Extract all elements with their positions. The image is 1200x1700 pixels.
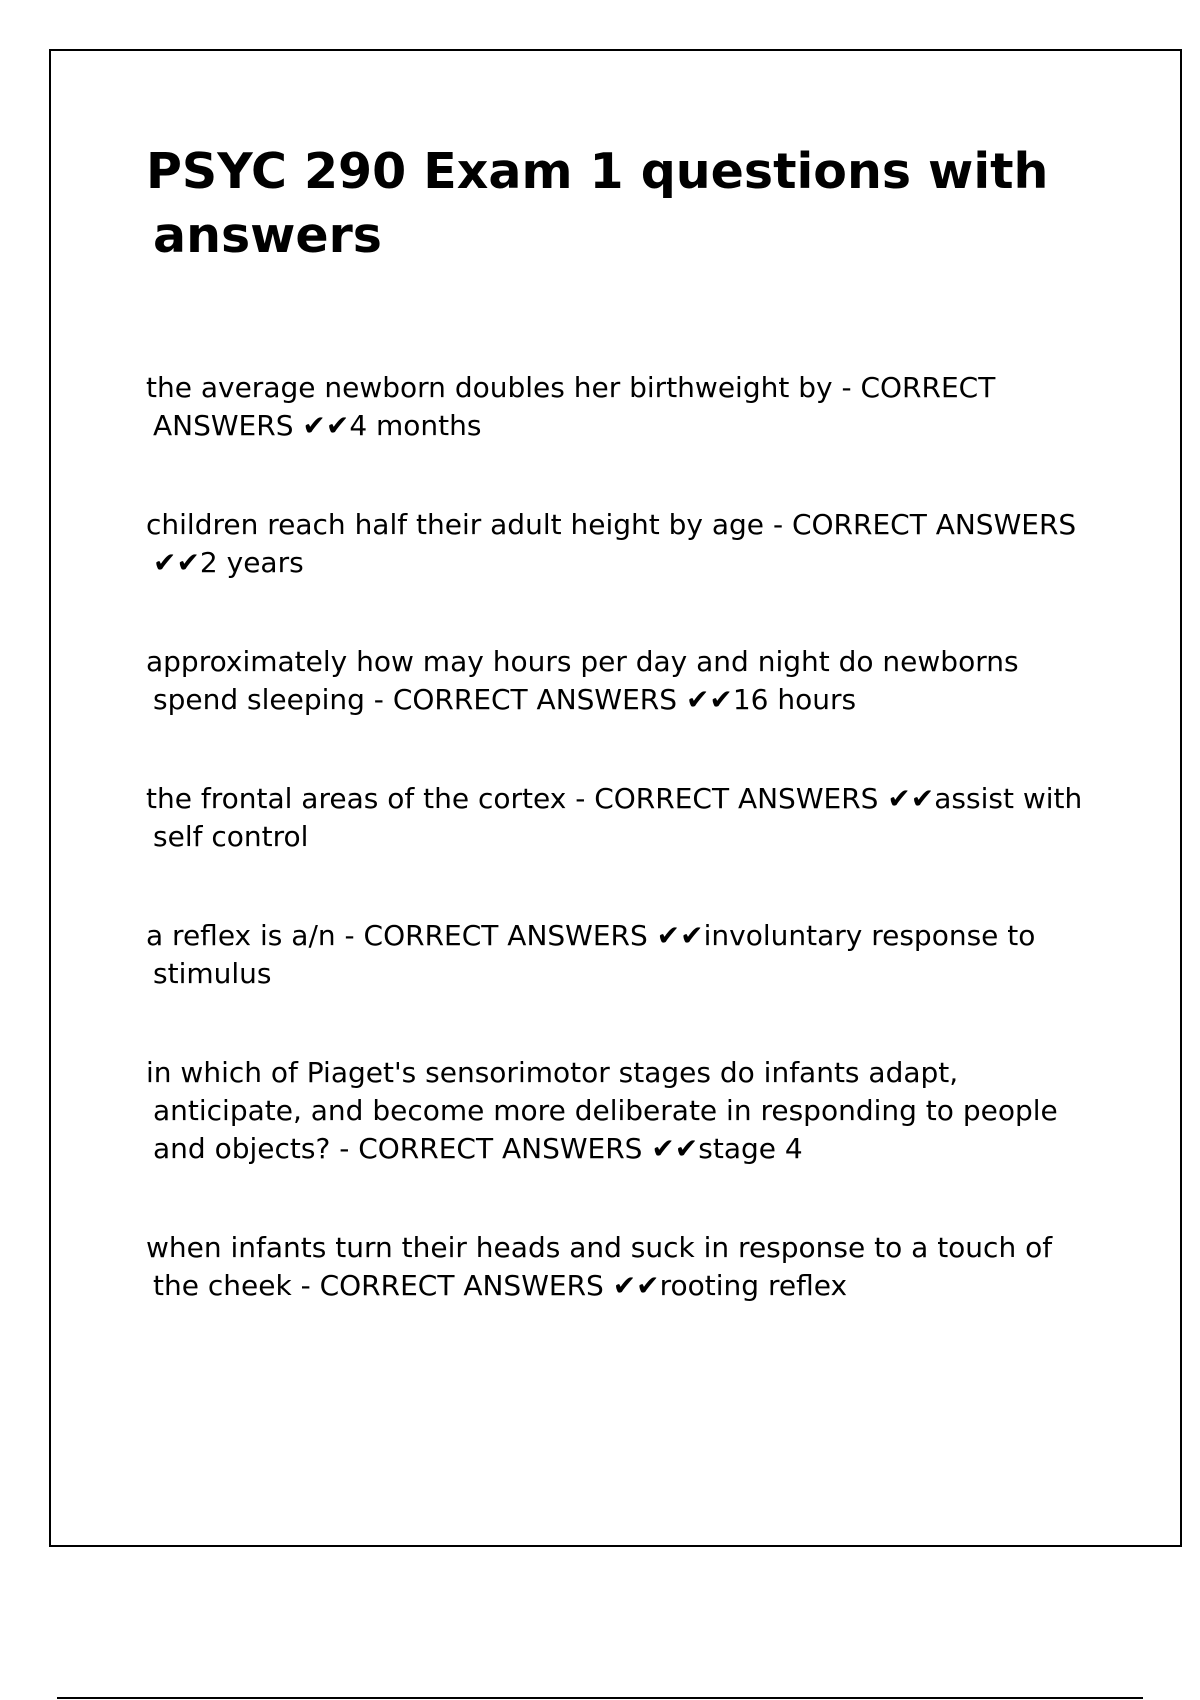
answer-text: involuntary response to stimulus	[153, 919, 1036, 990]
question-text: in which of Piaget's sensorimotor stages do infants adapt, anticipate, and become more deliberate in responding to people and objects?	[146, 1056, 1058, 1165]
separator: -	[566, 782, 595, 815]
answer-marker: CORRECT ANSWERS ✔✔	[392, 683, 733, 716]
separator: -	[832, 371, 861, 404]
answer-text: stage 4	[698, 1132, 803, 1165]
qa-item	[146, 643, 1086, 719]
separator: -	[364, 683, 393, 716]
qa-item	[146, 780, 1086, 856]
separator: -	[291, 1269, 320, 1302]
qa-item	[146, 369, 1086, 445]
qa-item	[146, 506, 1086, 582]
answer-marker: CORRECT ANSWERS ✔✔	[153, 508, 1077, 579]
answer-text: assist with self control	[153, 782, 1083, 853]
qa-item	[146, 1054, 1086, 1168]
answer-marker: CORRECT ANSWERS ✔✔	[319, 1269, 660, 1302]
separator: -	[330, 1132, 359, 1165]
document-title: PSYC 290 Exam 1 questions with answers	[146, 143, 1049, 264]
question-text: a reflex is a/n	[146, 919, 336, 952]
question-text: when infants turn their heads and suck in response to a touch of the cheek	[146, 1231, 1053, 1302]
separator: -	[335, 919, 364, 952]
qa-item	[146, 917, 1086, 993]
answer-marker: CORRECT ANSWERS ✔✔	[594, 782, 935, 815]
answer-marker: CORRECT ANSWERS ✔✔	[358, 1132, 699, 1165]
separator: -	[764, 508, 792, 541]
answer-text: rooting reflex	[659, 1269, 848, 1302]
answer-text: 16 hours	[732, 683, 857, 716]
question-text: the average newborn doubles her birthweight by	[146, 371, 833, 404]
answer-marker: CORRECT ANSWERS ✔✔	[153, 371, 996, 442]
question-text: the frontal areas of the cortex	[146, 782, 567, 815]
question-text: children reach half their adult height by age	[146, 508, 765, 541]
footer-rule	[57, 1697, 1143, 1699]
answer-text: 4 months	[349, 409, 482, 442]
qa-list	[146, 369, 1086, 1366]
answer-text: 2 years	[199, 546, 304, 579]
question-text: approximately how may hours per day and night do newborns spend sleeping	[146, 645, 1019, 716]
answer-marker: CORRECT ANSWERS ✔✔	[363, 919, 704, 952]
qa-item	[146, 1229, 1086, 1305]
